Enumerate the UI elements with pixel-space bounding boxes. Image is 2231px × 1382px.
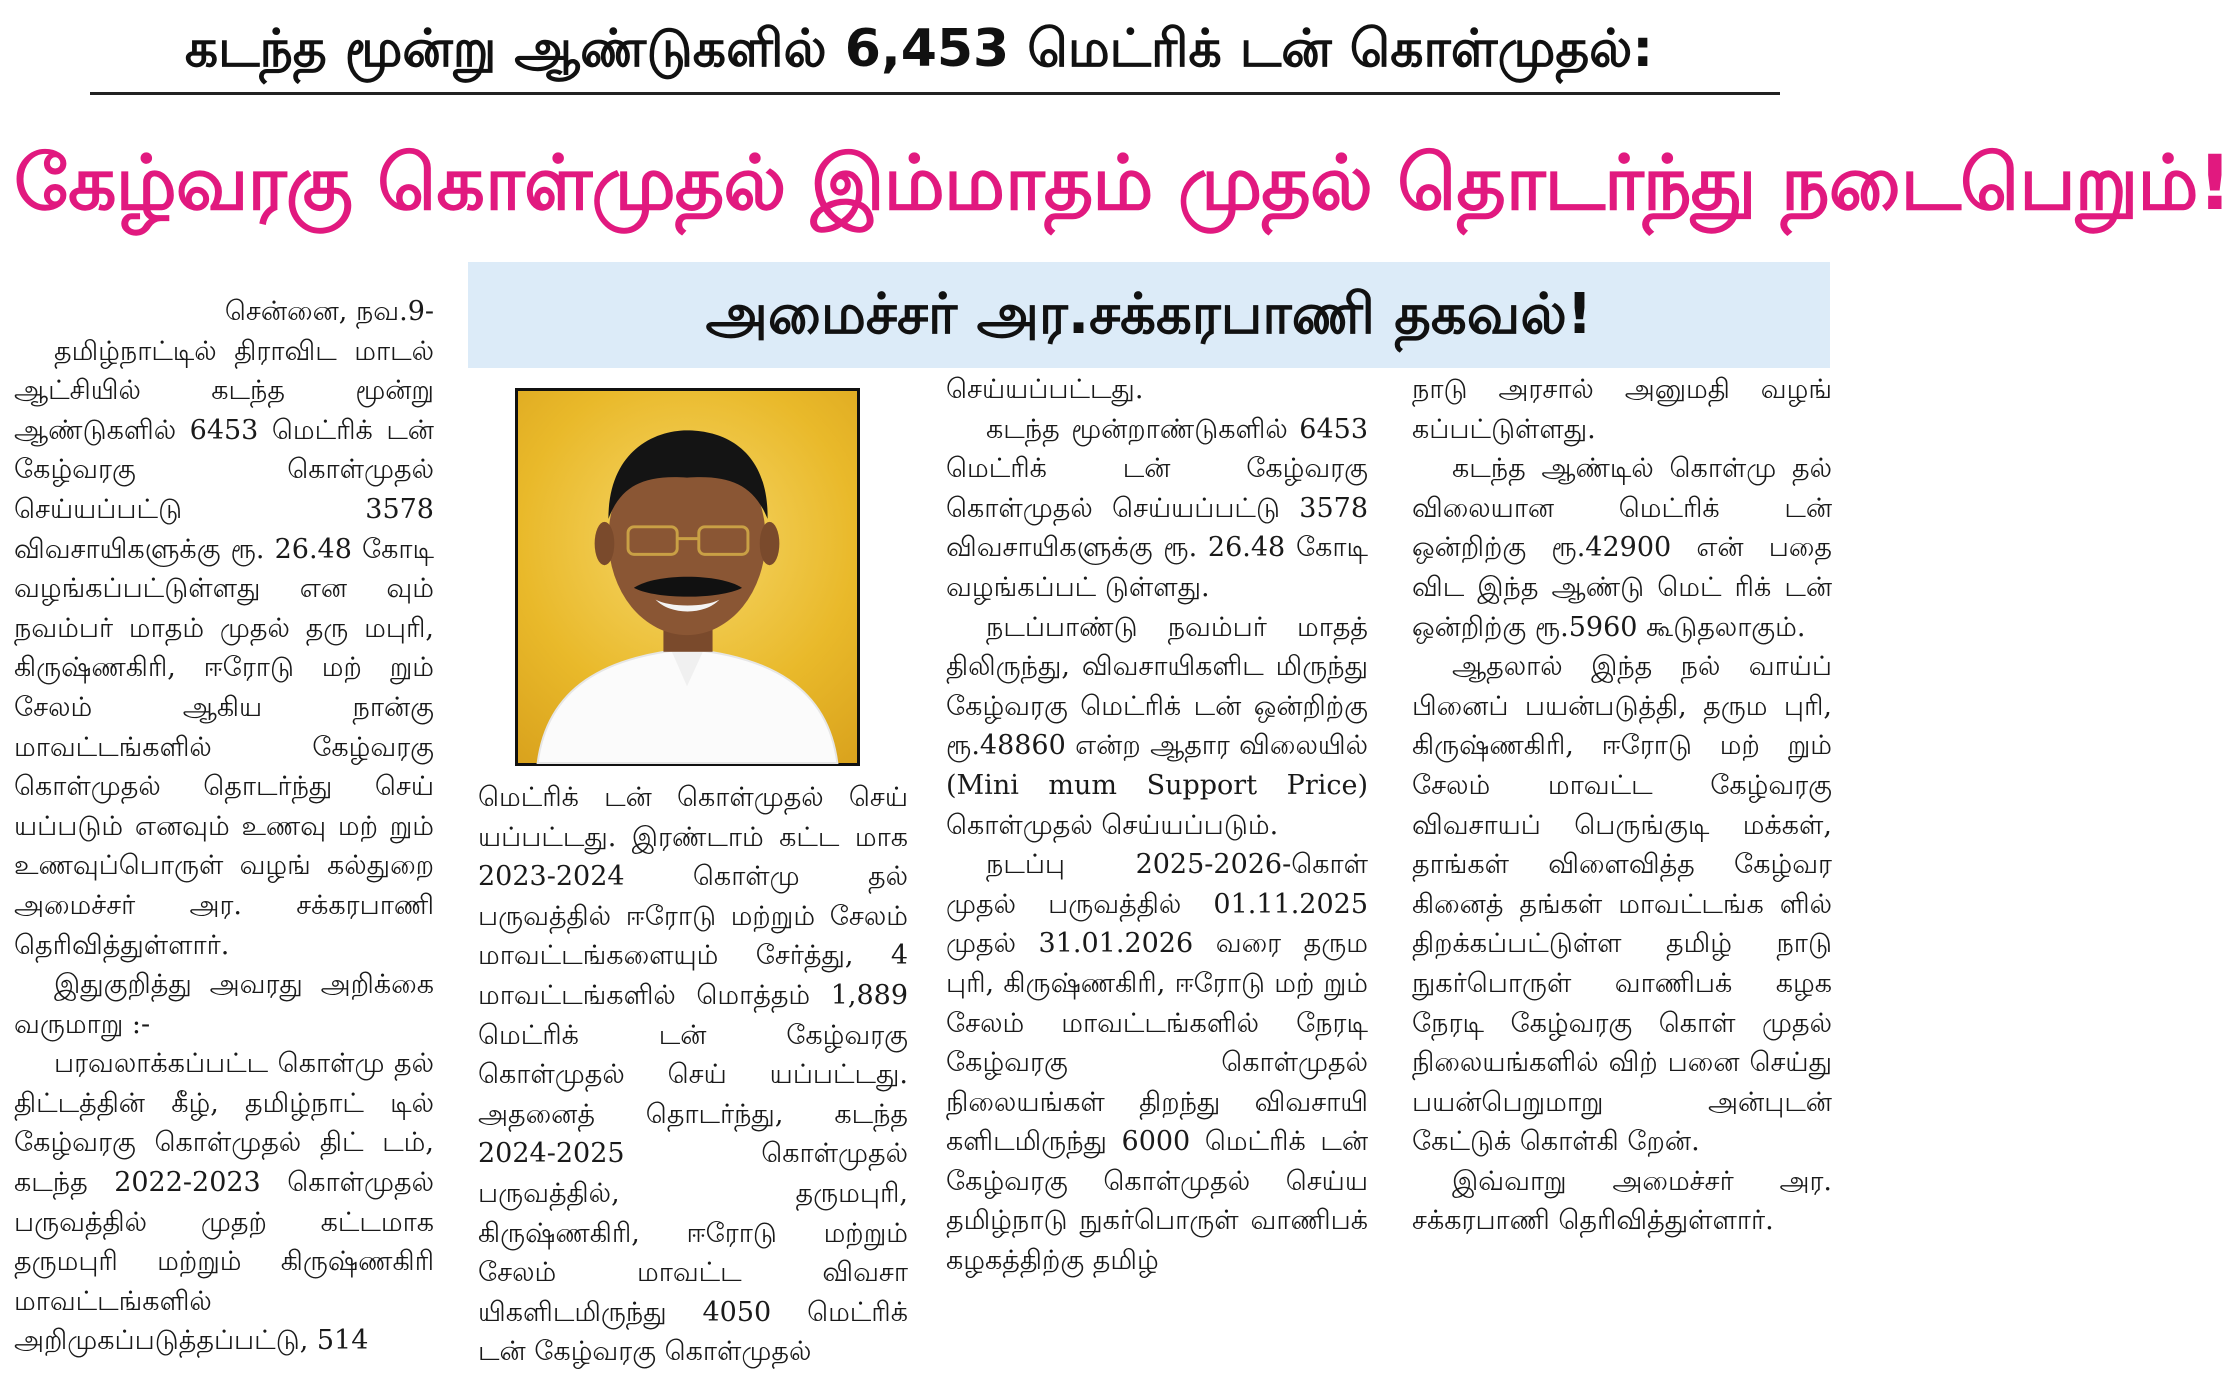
portrait-photo-icon (518, 391, 857, 763)
article-paragraph: செய்யப்பட்டது. (946, 374, 1144, 405)
article-paragraph: மெட்ரிக் டன் கொள்முதல் செய் யப்பட்டது. இரண்டாம் கட்ட மாக 2023-2024 கொள்மு தல் பருவத்தில் ஈரோடு மற்றும் சேலம் மாவட்டங்களையும் சேர்த்து, 4 மாவட்டங்களில் மொத்தம் 1,889 மெட்ரிக் டன் கேழ்வரகு கொள்முதல் செய் யப்பட்டது. அதனைத் தொடர்ந்து, கடந்த 2024-2025 கொள்முதல் பருவத்தில், தருமபுரி, கிருஷ்ணகிரி, ஈரோடு மற்றும் சேலம் மாவட்ட விவசா யிகளிடமிருந்து 4050 மெட்ரிக் டன் கேழ்வரகு கொள்முதல் (478, 782, 908, 1368)
article-paragraph: ஆதலால் இந்த நல் வாய்ப் பினைப் பயன்படுத்தி, தரும புரி, கிருஷ்ணகிரி, ஈரோடு மற் றும் சேலம் மாவட்ட கேழ்வரகு விவசாயப் பெருங்குடி மக்கள், தாங்கள் விளைவித்த கேழ்வர கினைத் தங்கள் மாவட்டங்க ளில் திறக்கப்பட்டுள்ள தமிழ் நாடு நுகர்பொருள் வாணிபக் கழக நேரடி கேழ்வரகு கொள் முதல் நிலையங்களில் விற் பனை செய்து பயன்பெறுமாறு அன்புடன் கேட்டுக் கொள்கி றேன். (1412, 651, 1832, 1158)
article-paragraph: நாடு அரசால் அனுமதி வழங் கப்பட்டுள்ளது. (1412, 374, 1832, 445)
article-paragraph: கடந்த மூன்றாண்டுகளில் 6453 மெட்ரிக் டன் கேழ்வரகு கொள்முதல் செய்யப்பட்டு 3578 விவசாயிகளுக்கு ரூ. 26.48 கோடி வழங்கப்பட் டுள்ளது. (946, 413, 1368, 603)
subheadline: அமைச்சர் அர.சக்கரபாணி தகவல்! (705, 282, 1593, 347)
article-paragraph: நடப்பு 2025-2026-கொள் முதல் பருவத்தில் 01.11.2025 முதல் 31.01.2026 வரை தரும புரி, கிருஷ்ணகிரி, ஈரோடு மற் றும் சேலம் மாவட்டங்களில் நேரடி கேழ்வரகு கொள்முதல் நிலையங்கள் திறந்து விவசாயி களிடமிருந்து 6000 மெட்ரிக் டன் கேழ்வரகு கொள்முதல் செய்ய தமிழ்நாடு நுகர்பொருள் வாணிபக் கழகத்திற்கு தமிழ் (946, 849, 1368, 1277)
article-column-3 (946, 370, 1368, 1378)
dateline: சென்னை, நவ.9- (224, 296, 434, 327)
article-paragraph: இதுகுறித்து அவரது அறிக்கை வருமாறு :- (14, 969, 434, 1040)
article-paragraph: இவ்வாறு அமைச்சர் அர. சக்கரபாணி தெரிவித்துள்ளார். (1412, 1165, 1832, 1237)
article-paragraph: நடப்பாண்டு நவம்பர் மாதத் திலிருந்து, விவசாயிகளிட மிருந்து கேழ்வரகு மெட்ரிக் டன் ஒன்றிற்கு ரூ.48860 என்ற ஆதார விலையில் (Mini mum Support Price) கொள்முதல் செய்யப்படும். (946, 611, 1368, 841)
main-headline: கேழ்வரகு கொள்முதல் இம்மாதம் முதல் தொடர்ந்து நடைபெறும்! (14, 138, 2231, 227)
article-column-2 (478, 778, 908, 1378)
minister-portrait-photo (515, 388, 860, 766)
kicker-divider (90, 92, 1780, 95)
article-column-1 (14, 292, 434, 1377)
article-paragraph: தமிழ்நாட்டில் திராவிட மாடல் ஆட்சியில் கடந்த மூன்று ஆண்டுகளில் 6453 மெட்ரிக் டன் கேழ்வரகு கொள்முதல் செய்யப்பட்டு 3578 விவசாயிகளுக்கு ரூ. 26.48 கோடி வழங்கப்பட்டுள்ளது என வும் நவம்பர் மாதம் முதல் தரு மபுரி, கிருஷ்ணகிரி, ஈரோடு மற் றும் சேலம் ஆகிய நான்கு மாவட்டங்களில் கேழ்வரகு கொள்முதல் தொடர்ந்து செய் யப்படும் எனவும் உணவு மற் றும் உணவுப்பொருள் வழங் கல்துறை அமைச்சர் அர. சக்கரபாணி தெரிவித்துள்ளார். (14, 335, 434, 961)
article-paragraph: கடந்த ஆண்டில் கொள்மு தல் விலையான மெட்ரிக் டன் ஒன்றிற்கு ரூ.42900 என் பதை விட இந்த ஆண்டு மெட் ரிக் டன் ஒன்றிற்கு ரூ.5960 கூடுதலாகும். (1412, 453, 1832, 643)
kicker-heading: கடந்த மூன்று ஆண்டுகளில் 6,453 மெட்ரிக் டன் கொள்முதல்: (184, 19, 1654, 79)
article-column-4 (1412, 370, 1832, 1378)
article-paragraph: பரவலாக்கப்பட்ட கொள்மு தல் திட்டத்தின் கீழ், தமிழ்நாட் டில் கேழ்வரகு கொள்முதல் திட் டம், கடந்த 2022-2023 கொள்முதல் பருவத்தில் முதற் கட்டமாக தருமபுரி மற்றும் கிருஷ்ணகிரி மாவட்டங்களில் அறிமுகப்படுத்தப்பட்டு, 514 (14, 1048, 434, 1357)
